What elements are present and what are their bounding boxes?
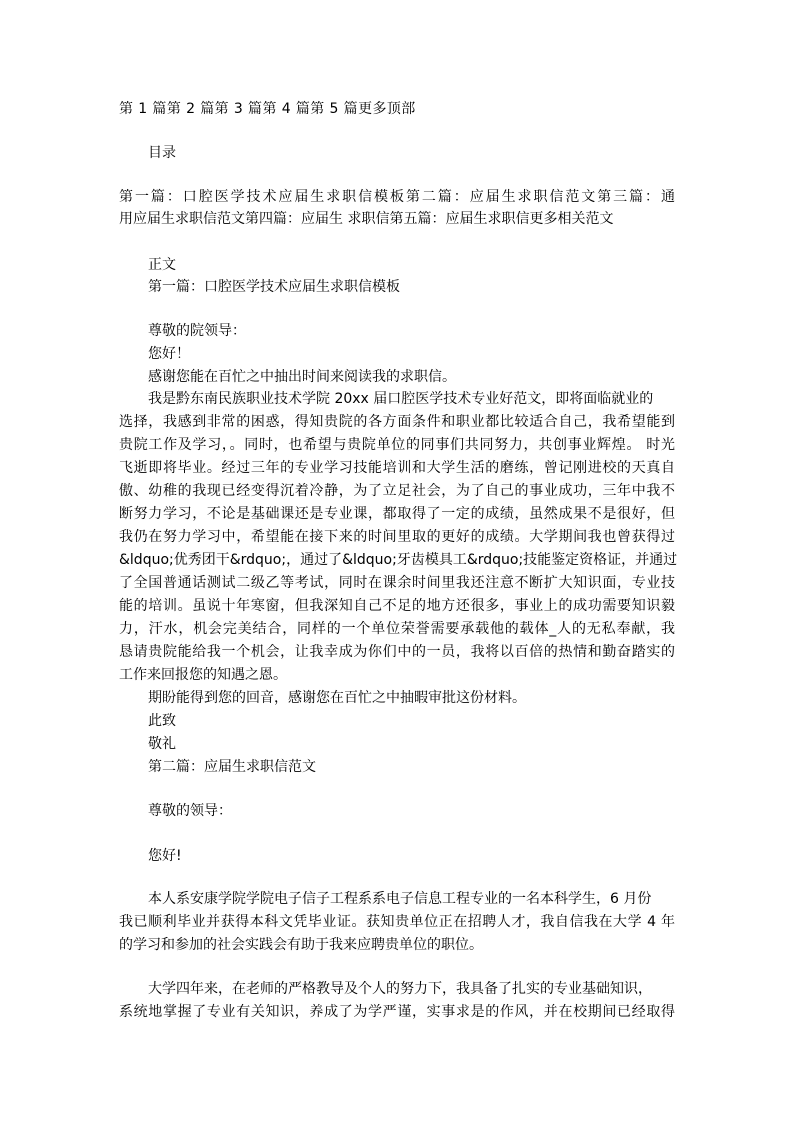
salutation: 尊敬的院领导：: [148, 323, 246, 339]
nav-part-5-link[interactable]: 第 5 篇: [310, 101, 359, 117]
paragraph-line: 恳请贵院能给我一个机会，让我幸成为你们中的一员，我将以百倍的热情和勤奋踏实的: [119, 644, 675, 660]
toc-line: 用应届生求职信范文第四篇：应届生 求职信第五篇：应届生求职信更多相关范文: [119, 211, 614, 227]
nav-part-1-link[interactable]: 第 1 篇: [119, 101, 167, 117]
paragraph-line: 本人系安康学院学院电子信子工程系系电子信息工程专业的一名本科学生，6 月份: [148, 891, 652, 907]
paragraph-line: 傲、幼稚的我现已经变得沉着冷静，为了立足社会，为了自己的事业成功，三年中我不: [119, 483, 675, 499]
toc-line: 第一篇：口腔医学技术应届生求职信模板第二篇：应届生求职信范文第三篇：通: [119, 189, 675, 205]
closing-paragraph: 期盼能得到您的回音，感谢您在百忙之中抽暇审批这份材料。: [148, 690, 526, 706]
paragraph-line: &ldquo;优秀团干&rdquo;，通过了&ldquo;牙齿模具工&rdquo;技能鉴定资格证，并通过: [119, 552, 678, 568]
paragraph-line: 了全国普通话测试二级乙等考试，同时在课余时间里我还注意不断扩大知识面，专业技: [119, 575, 675, 591]
paragraph-line: 我已顺利毕业并获得本科文凭毕业证。获知贵单位正在招聘人才，我自信我在大学 4 年: [119, 914, 675, 930]
nav-part-2-link[interactable]: 第 2 篇: [166, 101, 215, 117]
paragraph-line: 我仍在努力学习中，希望能在接下来的时间里取的更好的成绩。大学期间我也曾获得过: [119, 529, 675, 545]
toc-heading: 目录: [148, 145, 176, 161]
body-heading: 正文: [148, 257, 176, 273]
paragraph-line: 的学习和参加的社会实践会有助于我来应聘贵单位的职位。: [119, 937, 483, 953]
closing-line: 敬礼: [148, 736, 176, 752]
paragraph-line: 力，汗水，机会完美结合，同样的一个单位荣誉需要承载他的载体_人的无私奉献，我: [119, 621, 675, 637]
greeting: 您好!: [148, 848, 182, 864]
nav-top-link[interactable]: 顶部: [386, 101, 416, 117]
closing-line: 此致: [148, 713, 176, 729]
paragraph-line: 系统地掌握了专业有关知识，养成了为学严谨，实事求是的作风，并在校期间已经取得: [119, 1004, 675, 1020]
paragraph-line: 飞逝即将毕业。经过三年的专业学习技能培训和大学生活的磨练，曾记刚进校的天真自: [119, 460, 675, 476]
paragraph-line: 工作来回报您的知遇之恩。: [119, 667, 287, 683]
paragraph-line: 贵院工作及学习，。同时，也希望与贵院单位的同事们共同努力，共创事业辉煌。 时光: [119, 437, 675, 453]
paragraph-line: 大学四年来，在老师的严格教导及个人的努力下，我具备了扎实的专业基础知识，: [148, 981, 652, 997]
paragraph-line: 断努力学习，不论是基础课还是专业课，都取得了一定的成绩，虽然成果不是很好，但: [119, 506, 675, 522]
nav-bar: [119, 98, 416, 120]
salutation: 尊敬的领导：: [148, 803, 232, 819]
part-title: 第二篇：应届生求职信范文: [148, 759, 316, 775]
part-title: 第一篇：口腔医学技术应届生求职信模板: [148, 279, 400, 295]
nav-part-3-link[interactable]: 第 3 篇: [214, 101, 263, 117]
nav-more-link[interactable]: 更多: [358, 101, 387, 117]
greeting: 您好！: [148, 346, 190, 362]
paragraph-line: 能的培训。虽说十年寒窗，但我深知自己不足的地方还很多，事业上的成功需要知识毅: [119, 598, 675, 614]
intro-line: 感谢您能在百忙之中抽出时间来阅读我的求职信。: [148, 369, 456, 385]
nav-part-4-link[interactable]: 第 4 篇: [262, 101, 311, 117]
paragraph-line: 我是黔东南民族职业技术学院 20xx 届口腔医学技术专业好范文，即将面临就业的: [148, 391, 654, 407]
paragraph-line: 选择，我感到非常的困惑，得知贵院的各方面条件和职业都比较适合自己，我希望能到: [119, 414, 675, 430]
